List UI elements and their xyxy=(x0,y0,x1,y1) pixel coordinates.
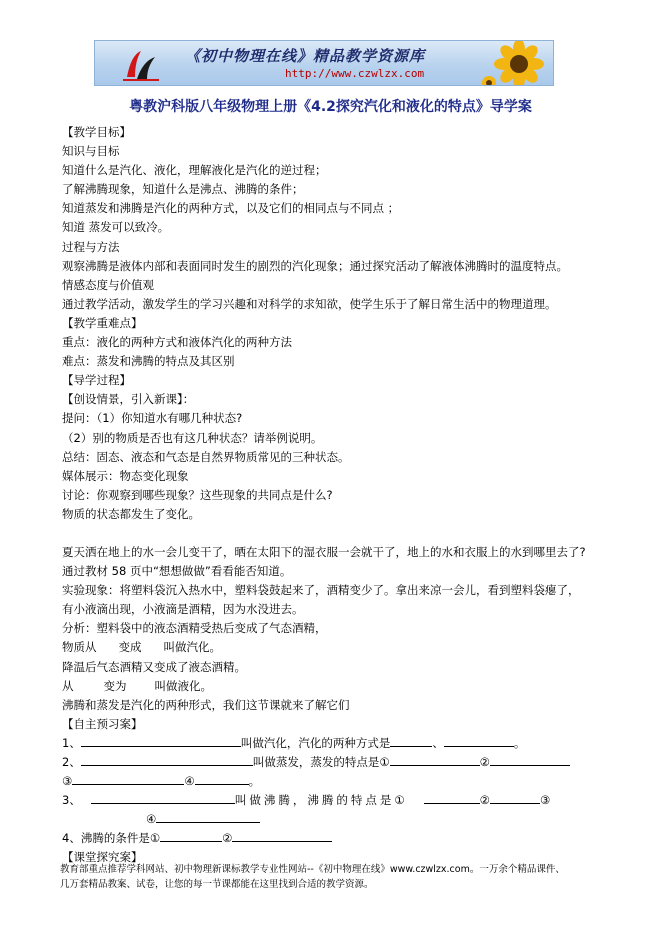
question-4 xyxy=(62,829,592,848)
site-logo-icon xyxy=(121,47,161,83)
text-line: 降温后气态酒精又变成了液态酒精。 xyxy=(62,659,246,674)
text-fragment: 叫做汽化。 xyxy=(163,640,221,655)
text-line: 实验现象：将塑料袋沉入热水中，塑料袋鼓起来了，酒精变少了。拿出来凉一会儿，看到塑料袋瘪了， xyxy=(62,583,580,598)
text-line: 有小液滴出现，小液滴是酒精，因为水没进去。 xyxy=(62,602,304,617)
text-line: 观察沸腾是液体内部和表面同时发生的剧烈的汽化现象；通过探究活动了解液体沸腾时的温度特点。 xyxy=(62,258,568,273)
text-fragment: 物质从 xyxy=(62,640,97,655)
spacer xyxy=(62,524,592,543)
subheading-scenario: 【创设情景，引入新课】： xyxy=(62,392,195,407)
question-text: 、 xyxy=(432,735,444,750)
text-line: 知道什么是汽化、液化，理解液化是汽化的逆过程； xyxy=(62,163,327,178)
text-fragment: 从 xyxy=(62,678,74,693)
banner-title: 《初中物理在线》精品教学资源库 xyxy=(185,47,426,65)
fill-line-vaporization xyxy=(62,638,592,657)
answer-blank[interactable] xyxy=(81,753,253,766)
answer-blank[interactable] xyxy=(160,829,222,842)
question-text: ② xyxy=(479,793,490,808)
document-body xyxy=(62,123,592,868)
text-line: （2）别的物质是否也有这几种状态？请举例说明。 xyxy=(62,430,323,445)
question-2-continued xyxy=(62,772,592,791)
question-text: 叫做汽化，汽化的两种方式是 xyxy=(240,735,391,750)
question-text: 。 xyxy=(513,735,526,750)
text-fragment: 叫做液化。 xyxy=(154,678,212,693)
section-heading-preview: 【自主预习案】 xyxy=(62,716,143,731)
section-heading-key-points: 【教学重难点】 xyxy=(62,315,143,330)
question-text: ② xyxy=(222,831,233,846)
text-fragment: 变成 xyxy=(118,640,142,655)
text-line: 沸腾和蒸发是汽化的两种形式，我们这节课就来了解它们 xyxy=(62,697,350,712)
text-line: 物质的状态都发生了变化。 xyxy=(62,506,200,521)
answer-blank[interactable] xyxy=(390,734,432,747)
section-heading-inquiry: 【课堂探究案】 xyxy=(62,850,143,865)
header-banner xyxy=(94,40,554,86)
question-number: 1、 xyxy=(62,735,81,750)
subheading-attitude: 情感态度与价值观 xyxy=(62,277,154,292)
text-line: 重点：液化的两种方式和液体汽化的两种方法 xyxy=(62,335,292,350)
text-line: 分析：塑料袋中的液态酒精受热后变成了气态酒精， xyxy=(62,621,327,636)
answer-blank[interactable] xyxy=(424,791,480,804)
answer-blank[interactable] xyxy=(490,753,570,766)
fill-line-liquefaction xyxy=(62,677,592,696)
answer-blank[interactable] xyxy=(91,791,235,804)
answer-blank[interactable] xyxy=(444,734,514,747)
text-line: 难点：蒸发和沸腾的特点及其区别 xyxy=(62,354,235,369)
question-1 xyxy=(62,734,592,753)
document-title: 粤教沪科版八年级物理上册《4.2探究汽化和液化的特点》导学案 xyxy=(129,99,532,115)
text-line: 媒体展示：物态变化现象 xyxy=(62,468,189,483)
question-text: 。 xyxy=(248,774,261,789)
text-line: 总结：固态、液态和气态是自然界物质常见的三种状态。 xyxy=(62,449,350,464)
question-text: 4、沸腾的条件是① xyxy=(62,831,161,846)
text-line: 知道 蒸发可以致冷。 xyxy=(62,220,170,235)
text-line: 通过教学活动，激发学生的学习兴趣和对科学的求知欲，使学生乐于了解日常生活中的物理道理。 xyxy=(62,296,557,311)
answer-blank[interactable] xyxy=(232,829,332,842)
text-line: 通过教材 58 页中“想想做做”看看能否知道。 xyxy=(62,564,292,579)
question-number: 2、 xyxy=(62,755,81,769)
question-2 xyxy=(62,753,592,772)
question-text: ③ xyxy=(539,793,551,808)
question-3-continued xyxy=(62,810,592,829)
text-line: 讨论：你观察到哪些现象？这些现象的共同点是什么? xyxy=(62,487,333,502)
question-text: ④ xyxy=(184,774,195,789)
question-3 xyxy=(62,791,592,810)
banner-url[interactable]: http://www.czwlzx.com xyxy=(285,67,425,80)
text-line: 知道蒸发和沸腾是汽化的两种方式，以及它们的相同点与不同点 ； xyxy=(62,201,400,216)
section-heading-guide: 【导学过程】 xyxy=(62,373,131,388)
question-text: ② xyxy=(479,755,490,769)
question-number: 3、 xyxy=(62,793,81,808)
sunflower-icon xyxy=(479,40,549,86)
answer-blank[interactable] xyxy=(490,791,540,804)
text-line: 提问：（1）你知道水有哪几种状态? xyxy=(62,411,243,426)
text-fragment: 变为 xyxy=(103,678,127,693)
answer-blank[interactable] xyxy=(81,734,241,747)
subheading-process: 过程与方法 xyxy=(62,239,120,254)
answer-blank[interactable] xyxy=(72,772,184,785)
answer-blank[interactable] xyxy=(156,810,260,823)
subheading-knowledge: 知识与目标 xyxy=(62,144,120,159)
page-footer xyxy=(60,862,620,892)
footer-line: 几万套精品教案、试卷，让您的每一节课都能在这里找到合适的教学资源。 xyxy=(60,879,374,890)
question-text: 叫做沸腾，沸腾的特点是① xyxy=(234,793,408,808)
footer-line: 教育部重点推荐学科网站、初中物理新课标教学专业性网站--《初中物理在线》www.czwlzx.com。一万余个精品课件、 xyxy=(60,864,565,875)
text-line: 了解沸腾现象，知道什么是沸点、沸腾的条件； xyxy=(62,182,304,197)
question-text: 叫做蒸发，蒸发的特点是① xyxy=(252,755,390,769)
question-text: ④ xyxy=(146,812,157,827)
section-heading-objectives: 【教学目标】 xyxy=(62,125,131,139)
question-text: ③ xyxy=(62,774,73,789)
answer-blank[interactable] xyxy=(390,753,480,766)
answer-blank[interactable] xyxy=(195,772,249,785)
text-line: 夏天洒在地上的水一会儿变干了，晒在太阳下的湿衣服一会就干了，地上的水和衣服上的水到哪里去了? xyxy=(62,544,586,559)
